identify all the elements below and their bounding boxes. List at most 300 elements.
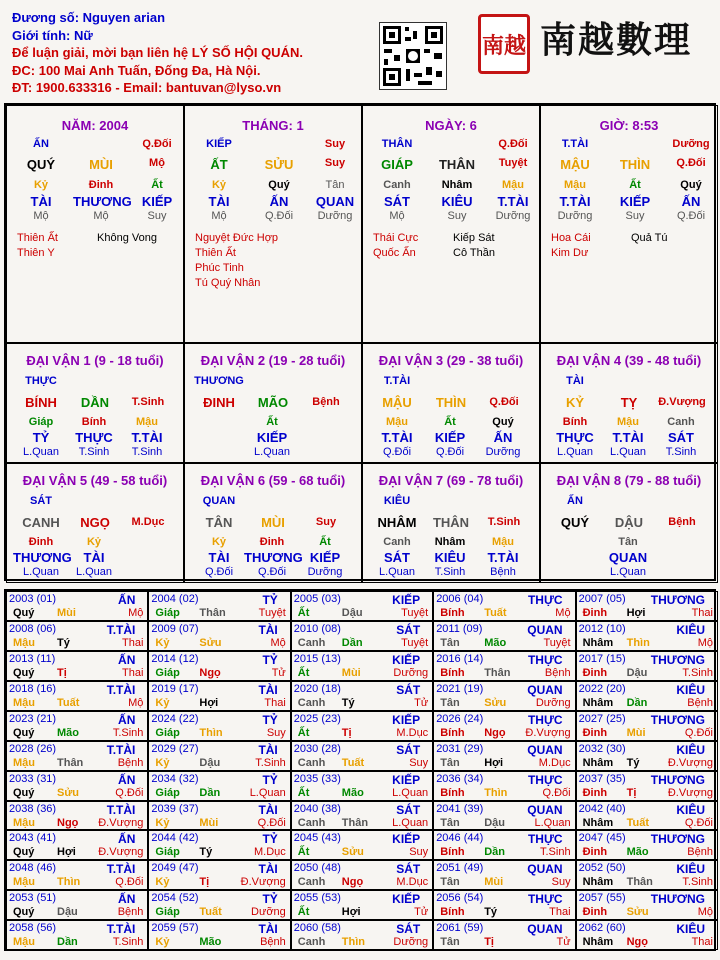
year-god: THƯƠNG	[650, 712, 705, 727]
year-cell	[433, 591, 575, 621]
hidden-phase: T.Sinh	[665, 446, 697, 458]
year-label: 2047 (45)	[578, 832, 626, 845]
year-phase: Thai	[121, 636, 144, 649]
year-chi: Sửu	[199, 636, 222, 649]
year-can: Giáp	[155, 906, 180, 919]
dai-van-cell	[184, 343, 362, 463]
star-name: Kim Dư	[551, 247, 589, 259]
year-cell	[148, 801, 290, 831]
pillar-value: Dưỡng	[672, 138, 710, 150]
year-phase: M.Dục	[396, 726, 429, 739]
year-can: Nhâm	[582, 696, 614, 709]
year-god: QUAN	[527, 622, 563, 637]
year-label: 2055 (53)	[293, 892, 341, 905]
hidden-phase: Dưỡng	[485, 446, 521, 458]
hidden-god: SÁT	[384, 550, 410, 565]
year-cell	[576, 771, 718, 801]
year-phase: Bệnh	[260, 936, 286, 949]
hidden-stem: Ất	[444, 416, 456, 428]
year-can: Quý	[13, 786, 35, 799]
year-chi: Mùi	[199, 816, 219, 829]
year-can: Đinh	[582, 786, 608, 799]
dai-van-god: TÀI	[566, 375, 584, 387]
year-cell	[291, 830, 433, 860]
year-can: Nhâm	[582, 756, 614, 769]
year-label: 2031 (29)	[436, 742, 484, 755]
dai-van-cell	[362, 343, 540, 463]
pillar-value: Nhâm	[441, 179, 473, 191]
year-chi: Sửu	[626, 906, 649, 919]
pillar-value: T.TÀI	[561, 138, 589, 150]
year-god: TÀI	[258, 862, 278, 877]
hidden-god: KIÊU	[434, 550, 466, 565]
year-phase: T.Sinh	[682, 876, 713, 889]
year-can: Bính	[440, 906, 465, 919]
year-label: 2043 (41)	[9, 832, 57, 845]
year-can: Bính	[440, 786, 465, 799]
hidden-god: TỶ	[32, 430, 50, 445]
year-chi: Thân	[626, 876, 653, 889]
year-god: QUAN	[527, 682, 563, 697]
year-can: Quý	[13, 666, 35, 679]
year-chi: Ngọ	[57, 816, 79, 829]
year-phase: Đ.Vượng	[240, 876, 286, 889]
year-cell	[433, 711, 575, 741]
pillar-value: Suy	[147, 210, 167, 222]
pillar-value: Tuyệt	[498, 157, 528, 169]
year-cell	[148, 621, 290, 651]
hidden-god: ẤN	[493, 430, 513, 445]
year-god: SÁT	[396, 622, 421, 637]
hidden-god: TÀI	[83, 550, 105, 565]
year-chi: Tị	[484, 936, 494, 949]
year-phase: Q.Đối	[684, 726, 713, 739]
year-label: 2020 (18)	[293, 682, 341, 695]
year-god: TỶ	[262, 712, 278, 727]
year-chi: Dậu	[484, 816, 505, 829]
dai-van-cell	[6, 343, 184, 463]
year-cell	[148, 771, 290, 801]
year-cell	[6, 920, 148, 950]
dai-van-cell	[184, 463, 362, 583]
year-god: KIẾP	[392, 832, 421, 847]
year-cell	[433, 621, 575, 651]
hidden-stem: Quý	[492, 416, 514, 428]
pillar-value: THÂN	[438, 157, 476, 172]
hidden-phase: L.Quan	[378, 566, 416, 578]
pillar-title: NGÀY: 6	[425, 118, 477, 133]
year-can: Canh	[297, 936, 326, 949]
year-label: 2032 (30)	[578, 742, 626, 755]
year-label: 2046 (44)	[436, 832, 484, 845]
year-label: 2014 (12)	[151, 652, 199, 665]
hidden-phase: L.Quan	[556, 446, 594, 458]
dai-van-cell	[362, 463, 540, 583]
pillar-value: ẤN	[33, 138, 49, 150]
dai-van-phase: Bệnh	[312, 396, 340, 408]
pillar-value: KIẾP	[141, 194, 173, 209]
year-phase: Q.Đối	[542, 786, 571, 799]
year-phase: Thai	[121, 666, 144, 679]
dai-van-phase: Đ.Vượng	[658, 396, 706, 408]
year-can: Bính	[440, 726, 465, 739]
pillar-value: Tân	[325, 179, 345, 191]
header	[0, 0, 720, 100]
year-can: Giáp	[155, 726, 180, 739]
year-phase: T.Sinh	[682, 666, 713, 679]
year-label: 2005 (03)	[293, 593, 341, 605]
dai-van-phase: M.Dục	[131, 516, 165, 528]
year-cell	[6, 621, 148, 651]
hidden-phase: L.Quan	[609, 446, 647, 458]
pillar-value: T.TÀI	[497, 194, 529, 209]
year-cell	[148, 890, 290, 920]
year-chi: Thìn	[626, 636, 650, 649]
year-chi: Mùi	[484, 876, 504, 889]
year-phase: Thai	[549, 906, 571, 919]
pillar-value: Kỷ	[211, 179, 227, 191]
year-god: KIÊU	[676, 742, 705, 757]
year-god: KIÊU	[676, 802, 705, 817]
year-chi: Hợi	[199, 696, 219, 709]
star-name: Thiên Ất	[17, 232, 58, 244]
year-can: Bính	[440, 846, 465, 859]
year-can: Quý	[13, 846, 35, 859]
year-god: THƯƠNG	[650, 892, 705, 907]
hidden-stem: Nhâm	[434, 536, 466, 548]
year-chi: Tị	[57, 666, 67, 679]
dai-van-title: ĐẠI VẬN 1 (9 - 18 tuổi)	[26, 353, 164, 368]
hidden-phase: Dưỡng	[307, 566, 343, 578]
year-can: Kỷ	[155, 816, 170, 829]
year-god: ẤN	[118, 593, 136, 607]
pillar-value: TÀI	[208, 194, 230, 209]
year-god: T.TÀI	[106, 862, 136, 877]
dai-van-chi: THÂN	[432, 515, 470, 530]
year-god: T.TÀI	[106, 802, 136, 817]
year-god: SÁT	[396, 802, 421, 817]
year-label: 2037 (35)	[578, 772, 626, 785]
header-line: Giới tính: Nữ	[12, 27, 93, 43]
hidden-phase: Q.Đối	[435, 446, 465, 458]
year-cell	[291, 681, 433, 711]
year-chi: Sửu	[341, 846, 364, 859]
year-chi: Tý	[626, 756, 640, 769]
year-god: SÁT	[396, 922, 421, 937]
header-line: ĐT: 1900.633316 - Email: bantuvan@lyso.vn	[12, 80, 282, 95]
dai-van-chi: THÌN	[435, 395, 467, 410]
year-phase: Mộ	[270, 636, 286, 649]
year-phase: T.Sinh	[255, 756, 286, 769]
hidden-god: THỰC	[556, 430, 594, 445]
year-can: Giáp	[155, 607, 180, 619]
dai-van-can: TÂN	[205, 515, 233, 530]
year-label: 2052 (50)	[578, 862, 626, 875]
year-phase: Tuyệt	[401, 607, 429, 619]
year-label: 2023 (21)	[9, 712, 57, 725]
hidden-phase: Bệnh	[490, 566, 516, 578]
year-label: 2050 (48)	[293, 862, 341, 875]
year-god: KIẾP	[392, 652, 421, 667]
year-cell	[576, 711, 718, 741]
year-can: Canh	[297, 816, 326, 829]
year-god: TÀI	[258, 742, 278, 757]
year-cell	[148, 920, 290, 950]
year-chi: Ngọ	[626, 936, 648, 949]
year-cell	[6, 801, 148, 831]
hidden-god: T.TÀI	[381, 430, 413, 445]
year-can: Quý	[13, 607, 35, 619]
year-can: Kỷ	[155, 696, 170, 709]
year-god: TỶ	[262, 772, 278, 787]
year-cell	[291, 801, 433, 831]
pillar-value: ẤT	[210, 157, 228, 172]
year-phase: Mộ	[697, 906, 713, 919]
year-can: Kỷ	[155, 936, 170, 949]
year-phase: Đ.Vượng	[98, 816, 144, 829]
year-god: THỰC	[527, 593, 563, 607]
dai-van-title: ĐẠI VẬN 8 (79 - 88 tuổi)	[556, 473, 702, 488]
year-cell	[6, 711, 148, 741]
header-line: ĐC: 100 Mai Anh Tuấn, Đống Đa, Hà Nội.	[12, 62, 261, 78]
year-chi: Sửu	[57, 786, 80, 799]
year-cell	[433, 651, 575, 681]
hidden-phase: L.Quan	[22, 446, 60, 458]
hidden-phase: T.Sinh	[78, 446, 110, 458]
dai-van-can: MẬU	[382, 395, 412, 410]
seal-text: 南越	[481, 32, 526, 59]
year-phase: Suy	[266, 726, 286, 739]
year-cell	[148, 711, 290, 741]
year-can: Ất	[297, 906, 310, 919]
year-can: Ất	[297, 786, 310, 799]
year-label: 2011 (09)	[436, 622, 483, 635]
pillar-value: Suy	[447, 210, 467, 222]
hidden-phase: Q.Đối	[204, 566, 234, 578]
year-can: Quý	[13, 726, 35, 739]
dai-van-phase: Bệnh	[668, 516, 696, 528]
year-label: 2054 (52)	[151, 892, 199, 905]
dai-van-can: BÍNH	[25, 395, 57, 410]
year-label: 2039 (37)	[151, 802, 199, 815]
year-cell	[291, 920, 433, 950]
pillar-value: THÌN	[619, 157, 651, 172]
hidden-stem: Tân	[618, 536, 638, 548]
dai-van-god: KIÊU	[383, 495, 411, 507]
year-can: Đinh	[582, 726, 608, 739]
year-god: SÁT	[396, 742, 421, 757]
year-chi: Thân	[199, 607, 226, 619]
year-can: Mậu	[13, 816, 35, 829]
year-cell	[576, 621, 718, 651]
year-chi: Mão	[626, 846, 649, 859]
dai-van-can: CANH	[22, 515, 60, 530]
year-god: SÁT	[396, 862, 421, 877]
pillar-value: Mộ	[389, 210, 405, 222]
year-god: KIẾP	[392, 593, 421, 607]
year-chi: Tị	[626, 786, 637, 799]
star-name: Thiên Y	[17, 247, 55, 259]
year-can: Canh	[297, 636, 326, 649]
year-label: 2049 (47)	[151, 862, 199, 875]
star-name: Tú Quý Nhân	[195, 277, 261, 289]
year-god: KIÊU	[676, 922, 705, 937]
year-chi: Dậu	[341, 607, 363, 619]
pillar-cell	[6, 105, 184, 343]
year-phase: Đ.Vượng	[667, 756, 713, 769]
year-phase: M.Dục	[254, 846, 286, 859]
year-chi: Dậu	[57, 906, 78, 919]
hidden-phase: T.Sinh	[131, 446, 163, 458]
year-label: 2062 (60)	[578, 922, 626, 935]
year-god: THƯƠNG	[650, 832, 705, 847]
hidden-phase: Q.Đối	[257, 566, 287, 578]
year-can: Nhâm	[582, 936, 614, 949]
year-cell	[6, 651, 148, 681]
year-cell	[576, 681, 718, 711]
year-can: Quý	[13, 906, 35, 919]
year-label: 2027 (25)	[578, 712, 626, 725]
year-label: 2003 (01)	[9, 593, 57, 605]
year-cell	[433, 771, 575, 801]
hidden-stem: Mậu	[492, 536, 514, 548]
year-chi: Hợi	[341, 906, 361, 919]
year-can: Đinh	[582, 906, 608, 919]
year-label: 2016 (14)	[436, 652, 484, 665]
year-phase: L.Quan	[392, 816, 429, 829]
year-phase: Đ.Vượng	[98, 846, 144, 859]
year-god: KIẾP	[392, 712, 421, 727]
year-can: Ất	[297, 666, 310, 679]
star-name: Nguyệt Đức Hợp	[195, 232, 279, 244]
year-phase: Mộ	[555, 607, 571, 619]
year-chi: Tý	[341, 696, 355, 709]
year-god: TÀI	[258, 922, 278, 937]
dai-van-chi: DẬU	[614, 515, 644, 530]
qr-code	[379, 22, 447, 90]
pillar-value: Mậu	[564, 179, 586, 191]
hidden-stem: Canh	[667, 416, 695, 428]
year-god: ẤN	[118, 892, 136, 907]
year-cell	[291, 591, 433, 621]
year-label: 2029 (27)	[151, 742, 199, 755]
year-god: T.TÀI	[106, 922, 136, 937]
year-phase: L.Quan	[249, 786, 286, 799]
year-cell	[291, 651, 433, 681]
year-can: Bính	[440, 666, 465, 679]
hidden-phase: L.Quan	[609, 566, 647, 578]
dai-van-phase: Q.Đối	[489, 396, 519, 408]
year-chi: Ngọ	[484, 726, 506, 739]
year-phase: Tử	[556, 936, 571, 949]
year-chi: Dần	[626, 696, 648, 709]
year-chi: Thìn	[484, 786, 508, 799]
pillar-value: Ất	[151, 179, 163, 191]
year-can: Ất	[297, 607, 310, 619]
year-cell	[291, 890, 433, 920]
year-can: Nhâm	[582, 816, 614, 829]
hidden-god: THỰC	[75, 430, 113, 445]
year-god: TÀI	[258, 682, 278, 697]
year-can: Tân	[440, 756, 460, 769]
year-chi: Thìn	[341, 936, 366, 949]
red-seal-stamp	[478, 14, 530, 74]
year-label: 2045 (43)	[293, 832, 341, 845]
year-cell	[433, 741, 575, 771]
year-phase: Bệnh	[687, 846, 713, 859]
year-chi: Mão	[57, 726, 79, 739]
year-god: KIẾP	[392, 772, 421, 787]
year-phase: Tử	[414, 906, 429, 919]
year-can: Đinh	[582, 666, 608, 679]
year-cell	[433, 920, 575, 950]
year-chi: Dần	[484, 846, 505, 859]
dai-van-phase: T.Sinh	[487, 516, 521, 528]
year-chi: Dần	[341, 636, 363, 649]
year-label: 2013 (11)	[9, 652, 56, 665]
pillar-value: KIẾP	[206, 138, 232, 150]
year-phase: Bệnh	[117, 906, 144, 919]
year-cell	[291, 711, 433, 741]
hidden-phase: L.Quan	[253, 446, 291, 458]
logo: 南越數理	[540, 19, 693, 61]
year-can: Tân	[440, 876, 460, 889]
dai-van-chi: MÙI	[261, 515, 285, 530]
year-god: THỰC	[527, 652, 563, 667]
pillar-value: T.TÀI	[559, 194, 591, 209]
year-cell	[433, 830, 575, 860]
year-phase: Q.Đối	[115, 786, 144, 799]
year-label: 2008 (06)	[9, 622, 57, 635]
year-label: 2017 (15)	[578, 652, 626, 665]
star-name: Quốc Ấn	[373, 247, 416, 259]
year-cell	[6, 860, 148, 890]
dai-van-god: T.TÀI	[383, 375, 411, 387]
year-label: 2051 (49)	[436, 862, 484, 875]
year-chi: Hợi	[484, 756, 504, 769]
pillar-value: Mộ	[93, 210, 109, 222]
year-phase: Dưỡng	[393, 936, 429, 949]
year-god: ẤN	[118, 832, 136, 847]
year-phase: Tuyệt	[401, 636, 429, 649]
year-cell	[433, 681, 575, 711]
year-phase: Q.Đối	[684, 816, 713, 829]
year-label: 2030 (28)	[293, 742, 341, 755]
year-phase: Đ.Vượng	[525, 726, 571, 739]
pillar-value: Mộ	[33, 210, 49, 222]
year-label: 2007 (05)	[578, 593, 626, 605]
pillar-value: Quý	[268, 179, 290, 191]
hidden-god: TÀI	[208, 550, 230, 565]
hidden-god: THƯƠNG	[13, 550, 72, 565]
year-chi: Hợi	[57, 846, 76, 859]
year-god: QUAN	[527, 862, 563, 877]
pillar-value: Suy	[625, 210, 645, 222]
year-label: 2035 (33)	[293, 772, 341, 785]
hidden-stem: Ất	[319, 536, 331, 548]
year-label: 2048 (46)	[9, 862, 57, 875]
year-cell	[291, 741, 433, 771]
hidden-god: KIẾP	[434, 430, 466, 445]
pillar-value: Canh	[383, 179, 411, 191]
year-phase: T.Sinh	[112, 726, 144, 739]
hidden-god: QUAN	[608, 550, 648, 565]
dai-van-god: THỰC	[25, 375, 57, 387]
year-can: Canh	[297, 876, 326, 889]
year-can: Mậu	[13, 696, 35, 709]
year-chi: Dậu	[199, 756, 221, 769]
dai-van-can: ĐINH	[203, 395, 235, 410]
